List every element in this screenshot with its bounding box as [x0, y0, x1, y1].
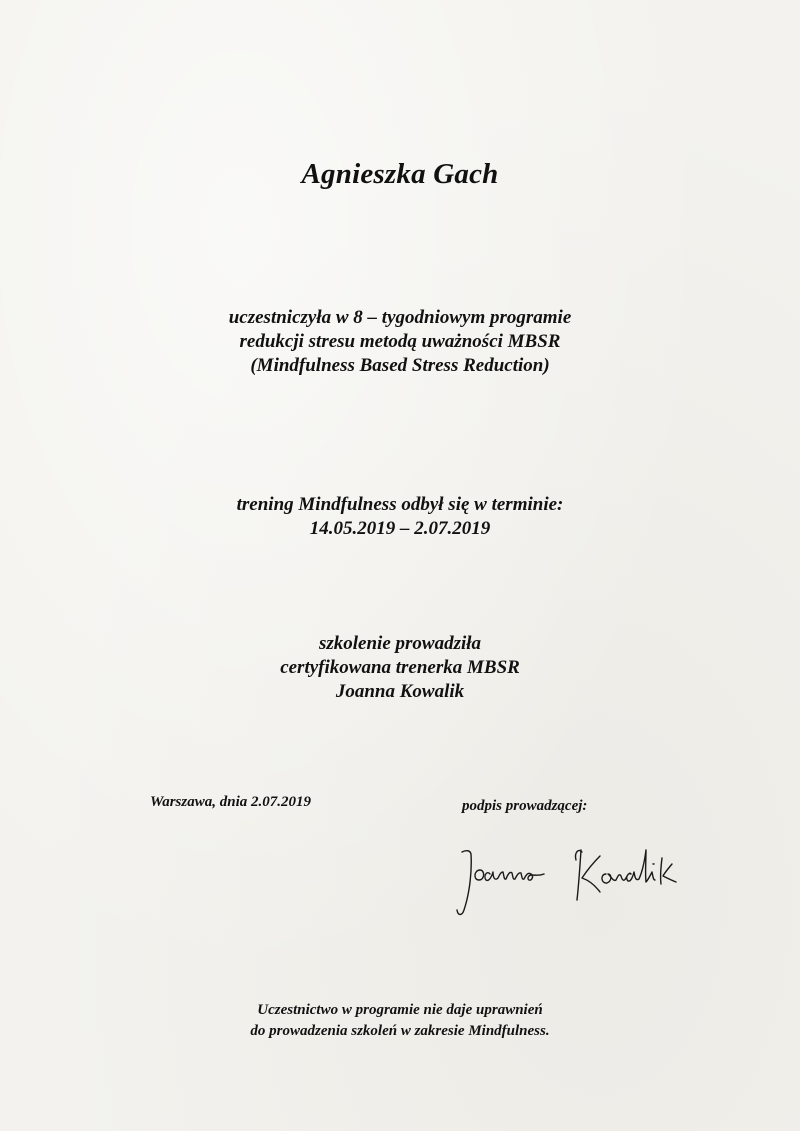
program-description — [0, 306, 800, 378]
trainer-line: szkolenie prowadziła — [318, 633, 482, 654]
trainer-name: Joanna Kowalik — [335, 681, 465, 702]
program-line: (Mindfulness Based Stress Reduction) — [250, 355, 550, 376]
recipient-name: Agnieszka Gach — [301, 158, 499, 190]
footer-line: do prowadzenia szkoleń w zakresie Mindfulness. — [250, 1023, 550, 1039]
training-date-range: 14.05.2019 – 2.07.2019 — [309, 518, 491, 539]
trainer-info — [0, 632, 800, 704]
place-and-date: Warszawa, dnia 2.07.2019 — [150, 794, 312, 810]
program-line: uczestniczyła w 8 – tygodniowym programie — [228, 307, 572, 328]
handwritten-signature — [440, 830, 710, 925]
signature-label: podpis prowadzącej: — [462, 798, 588, 814]
training-line: trening Mindfulness odbył się w terminie: — [236, 494, 564, 515]
footer-disclaimer — [0, 1000, 800, 1042]
program-line: redukcji stresu metodą uważności MBSR — [239, 331, 561, 352]
training-dates — [0, 493, 800, 541]
footer-line: Uczestnictwo w programie nie daje uprawnień — [257, 1002, 543, 1018]
trainer-line: certyfikowana trenerka MBSR — [280, 657, 520, 678]
